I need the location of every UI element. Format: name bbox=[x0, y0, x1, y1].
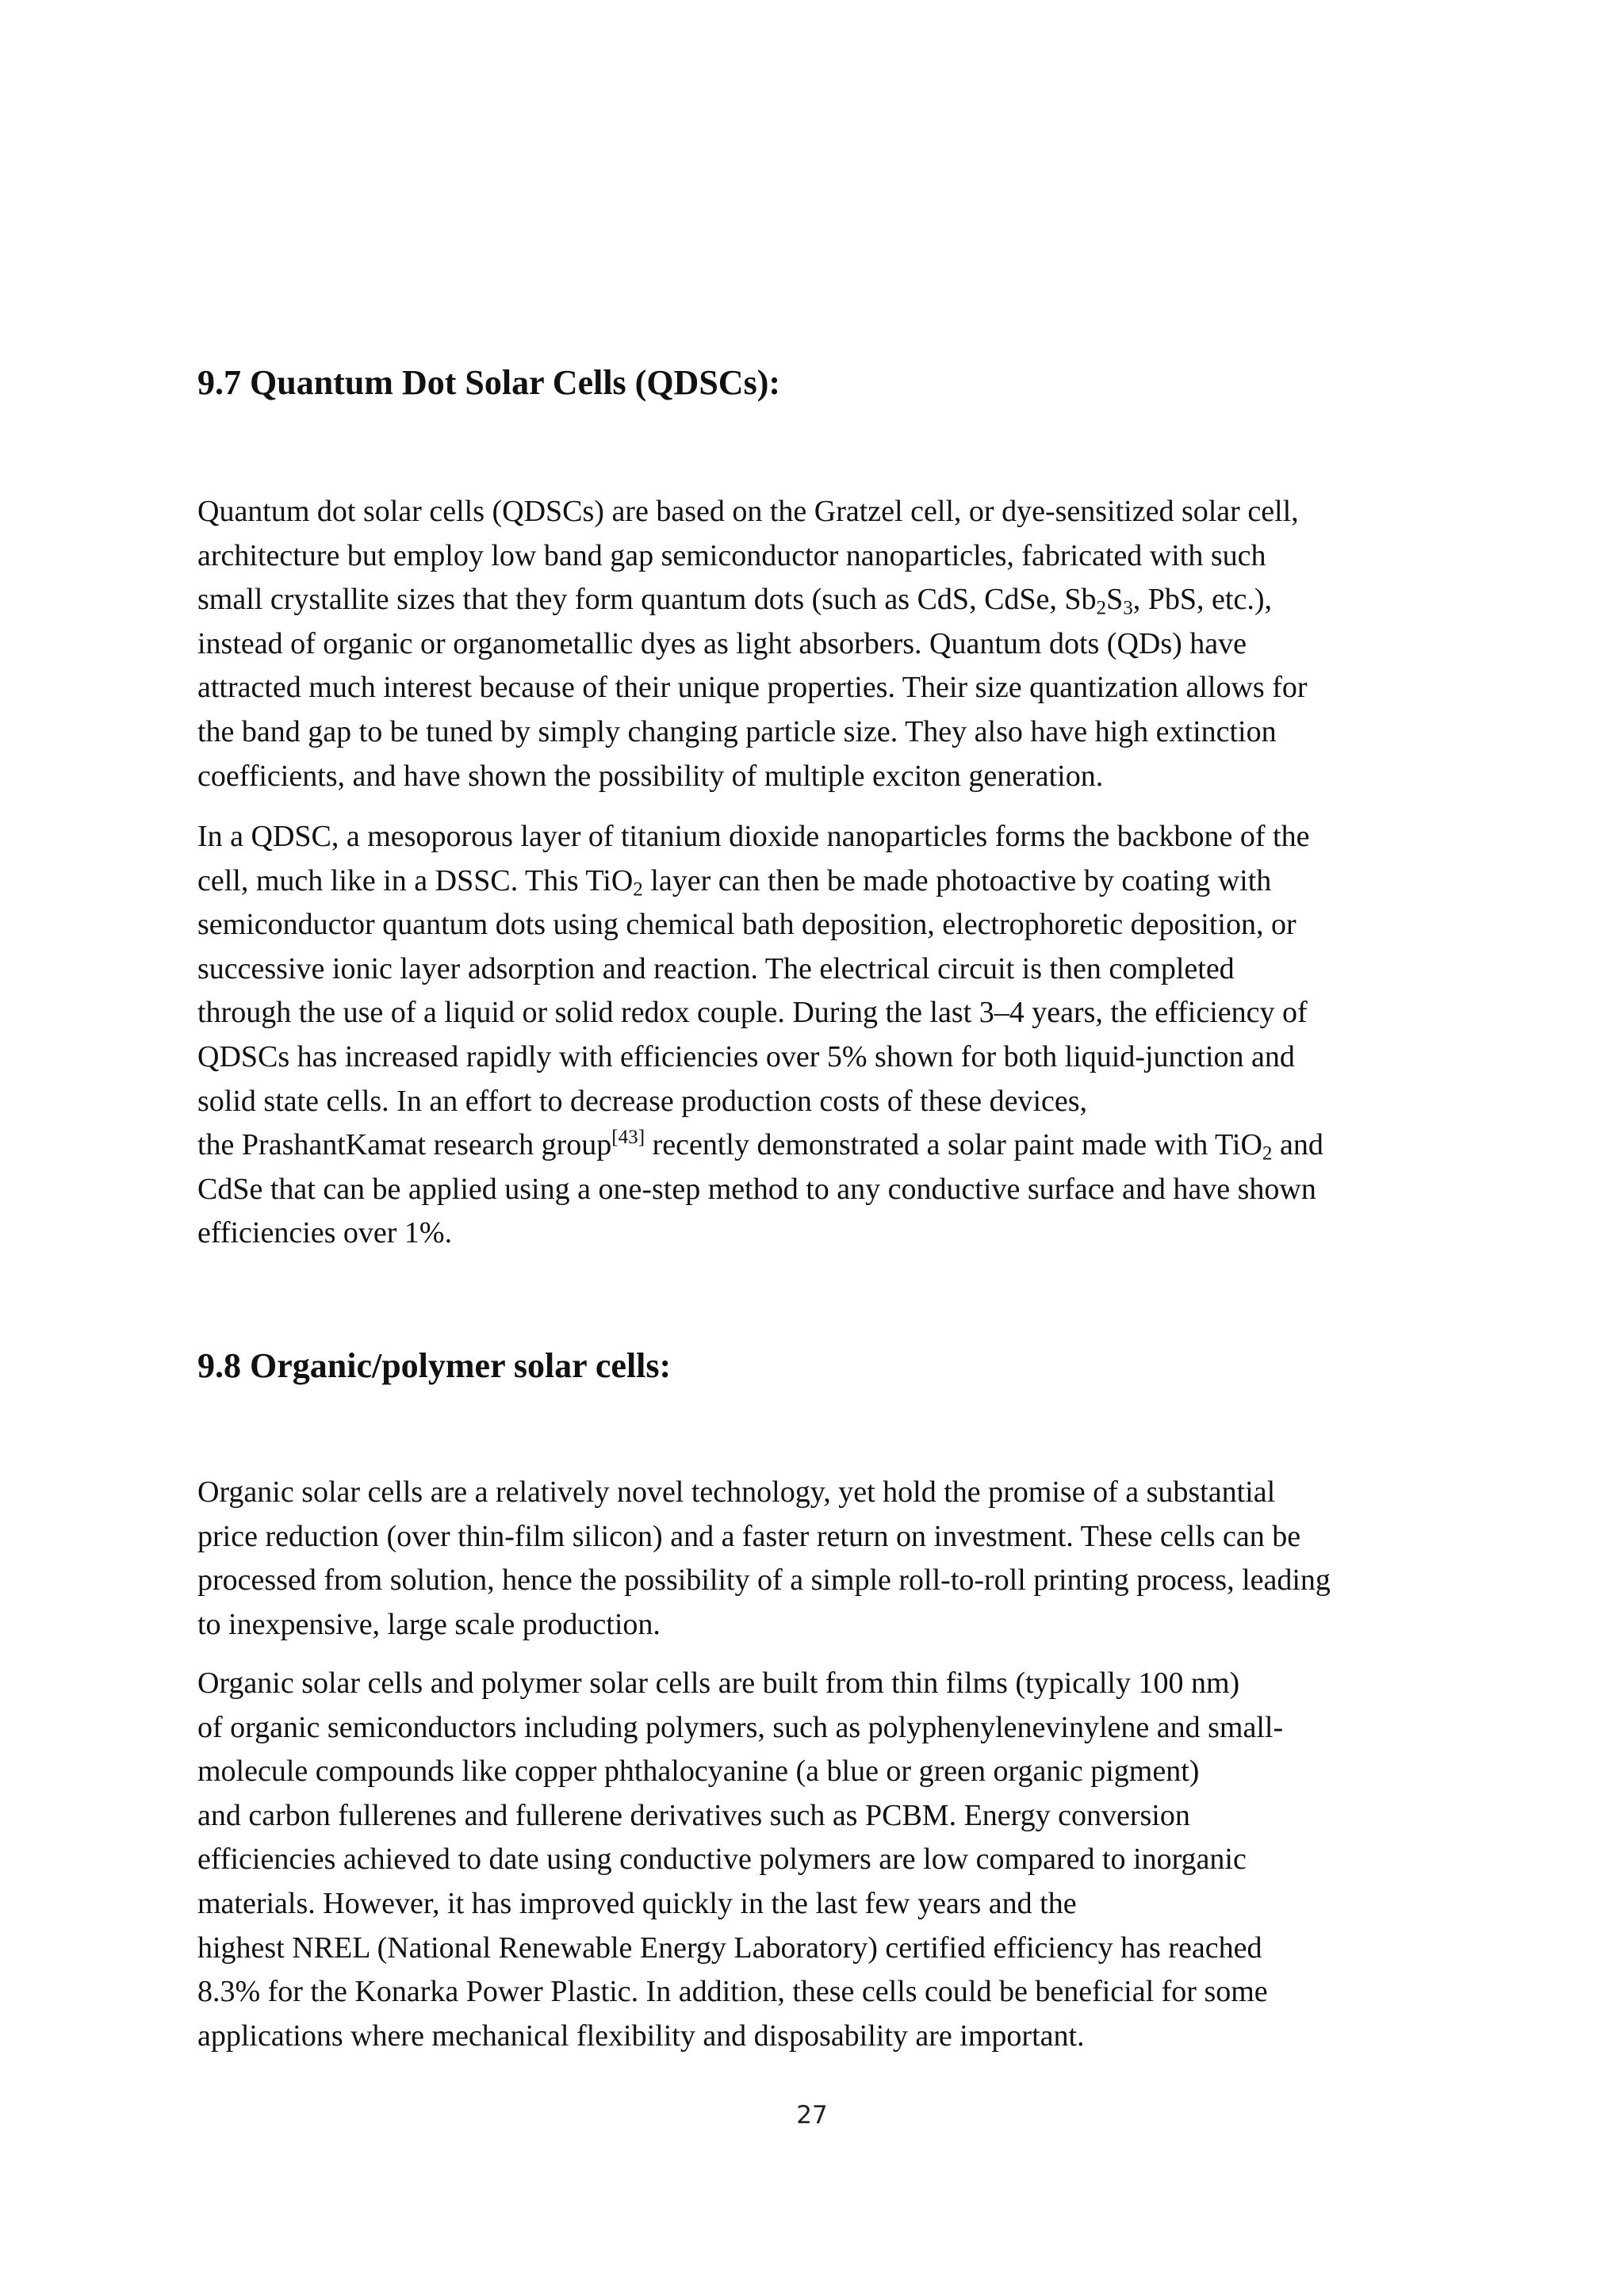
text-line: highest NREL (National Renewable Energy Laboratory) certified efficiency has reached bbox=[197, 1931, 1262, 1965]
paragraph-organic-details bbox=[197, 1662, 1482, 2058]
text-line: of organic semiconductors including polymers, such as polyphenylenevinylene and small- bbox=[197, 1710, 1284, 1744]
text-line: the PrashantKamat research group[43] recently demonstrated a solar paint made with TiO$_2$ and bbox=[197, 1127, 1323, 1165]
text-line: QDSCs has increased rapidly with efficiencies over 5% shown for both liquid-junction and bbox=[197, 1039, 1295, 1073]
text-line: In a QDSC, a mesoporous layer of titanium dioxide nanoparticles forms the backbone of the bbox=[197, 820, 1310, 853]
text-line: Quantum dot solar cells (QDSCs) are based on the Gratzel cell, or dye-sensitized solar cell, bbox=[197, 495, 1299, 528]
text-line: instead of organic or organometallic dyes as light absorbers. Quantum dots (QDs) have bbox=[197, 626, 1247, 660]
text-line: to inexpensive, large scale production. bbox=[197, 1607, 661, 1641]
text-line: and carbon fullerenes and fullerene derivatives such as PCBM. Energy conversion bbox=[197, 1798, 1190, 1832]
text-line: successive ionic layer adsorption and reaction. The electrical circuit is then completed bbox=[197, 951, 1235, 985]
text-line: efficiencies over 1%. bbox=[197, 1216, 453, 1250]
text-line: Organic solar cells and polymer solar cells are built from thin films (typically 100 nm) bbox=[197, 1667, 1240, 1700]
text-line: CdSe that can be applied using a one-step method to any conductive surface and have shown bbox=[197, 1172, 1316, 1206]
paragraph-organic-intro bbox=[197, 1471, 1482, 1647]
text-line: attracted much interest because of their unique properties. Their size quantization allows for bbox=[197, 671, 1308, 705]
text-line: coefficients, and have shown the possibility of multiple exciton generation. bbox=[197, 759, 1104, 793]
text-line: price reduction (over thin-film silicon) and a faster return on investment. These cells can be bbox=[197, 1519, 1301, 1553]
text-line: materials. However, it has improved quickly in the last few years and the bbox=[197, 1886, 1077, 1920]
paragraph-qdsc-structure bbox=[197, 815, 1482, 1256]
text-line: processed from solution, hence the possibility of a simple roll-to-roll printing process, leading bbox=[197, 1563, 1331, 1598]
text-line: efficiencies achieved to date using conductive polymers are low compared to inorganic bbox=[197, 1843, 1247, 1877]
citation-ref: [43] bbox=[611, 1127, 645, 1149]
text-line: Organic solar cells are a relatively novel technology, yet hold the promise of a substantial bbox=[197, 1475, 1276, 1509]
text-line: the band gap to be tuned by simply changing particle size. They also have high extinction bbox=[197, 714, 1277, 748]
text-line: small crystallite sizes that they form quantum dots (such as CdS, CdSe, $Sb_2S_3$, PbS, etc.), bbox=[197, 583, 1272, 619]
text-line: solid state cells. In an effort to decrease production costs of these devices, bbox=[197, 1084, 1088, 1118]
paragraph-qdsc-intro bbox=[197, 490, 1482, 798]
text-line: molecule compounds like copper phthalocyanine (a blue or green organic pigment) bbox=[197, 1755, 1200, 1789]
text-line: 8.3% for the Konarka Power Plastic. In addition, these cells could be beneficial for some bbox=[197, 1975, 1268, 2009]
text-line: cell, much like in a DSSC. This TiO$_2$ layer can then be made photoactive by coating with bbox=[197, 863, 1272, 900]
section-heading-9-8: 9.8 Organic/polymer solar cells: bbox=[197, 1346, 672, 1385]
text-line: through the use of a liquid or solid redox couple. During the last 3–4 years, the efficiency of bbox=[197, 996, 1308, 1030]
text-line: architecture but employ low band gap semiconductor nanoparticles, fabricated with such bbox=[197, 538, 1266, 572]
page-number: 27 bbox=[796, 2101, 828, 2130]
section-heading-9-7: 9.7 Quantum Dot Solar Cells (QDSCs): bbox=[197, 363, 781, 402]
text-line: semiconductor quantum dots using chemical bath deposition, electrophoretic deposition, or bbox=[197, 908, 1297, 942]
text-line: applications where mechanical flexibility and disposability are important. bbox=[197, 2019, 1085, 2053]
